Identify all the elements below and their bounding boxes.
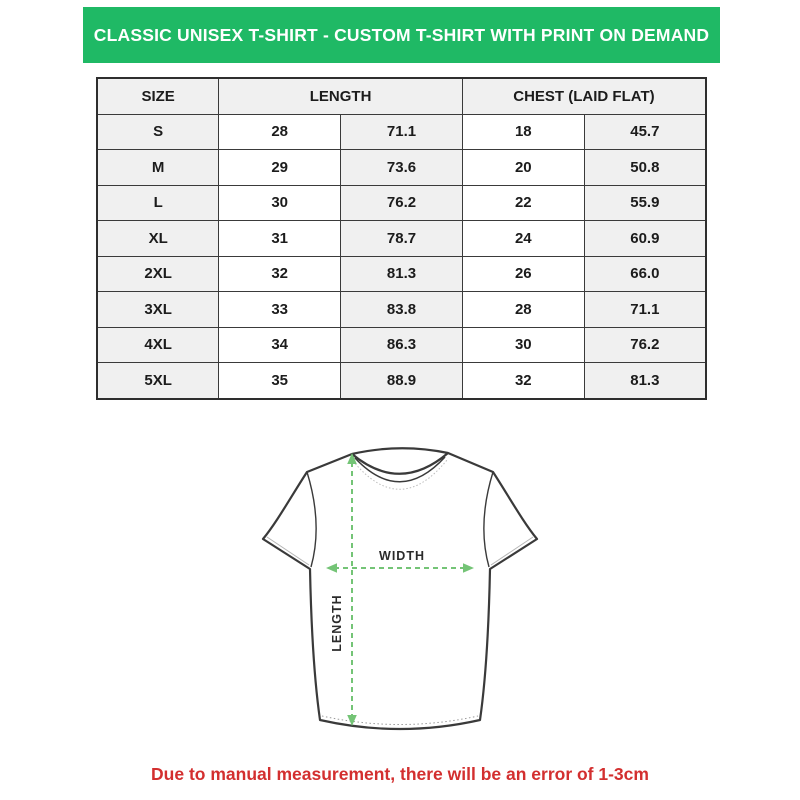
measurement-note-text: Due to manual measurement, there will be an error of 1-3cm [151, 764, 649, 784]
length-in-cell: 31 [219, 221, 341, 257]
size-cell: 4XL [97, 327, 219, 363]
chest-cm-cell: 60.9 [584, 221, 706, 257]
chest-in-cell: 28 [462, 292, 584, 328]
length-label: LENGTH [330, 594, 344, 652]
table-row [97, 114, 706, 150]
width-label: WIDTH [379, 549, 425, 563]
chest-in-cell: 30 [462, 327, 584, 363]
chest-cm-cell: 71.1 [584, 292, 706, 328]
table-row [97, 363, 706, 399]
length-cm-cell: 71.1 [341, 114, 463, 150]
length-cm-cell: 81.3 [341, 256, 463, 292]
chest-cm-cell: 81.3 [584, 363, 706, 399]
size-cell: M [97, 150, 219, 186]
title-banner [83, 7, 720, 63]
length-in-cell: 34 [219, 327, 341, 363]
size-cell: S [97, 114, 219, 150]
table-row [97, 150, 706, 186]
length-in-cell: 30 [219, 185, 341, 221]
length-cm-cell: 78.7 [341, 221, 463, 257]
tshirt-measurement-diagram [250, 438, 550, 748]
chest-in-cell: 32 [462, 363, 584, 399]
chest-in-cell: 18 [462, 114, 584, 150]
chest-cm-cell: 66.0 [584, 256, 706, 292]
header-chest: CHEST (LAID FLAT) [462, 78, 706, 114]
measurement-note [0, 764, 800, 785]
chest-in-cell: 20 [462, 150, 584, 186]
size-cell: L [97, 185, 219, 221]
size-cell: XL [97, 221, 219, 257]
size-cell: 2XL [97, 256, 219, 292]
length-in-cell: 35 [219, 363, 341, 399]
chest-in-cell: 26 [462, 256, 584, 292]
length-cm-cell: 88.9 [341, 363, 463, 399]
table-header-row [97, 78, 706, 114]
table-row [97, 292, 706, 328]
length-in-cell: 28 [219, 114, 341, 150]
size-cell: 5XL [97, 363, 219, 399]
chest-cm-cell: 50.8 [584, 150, 706, 186]
chest-in-cell: 24 [462, 221, 584, 257]
length-cm-cell: 76.2 [341, 185, 463, 221]
chest-in-cell: 22 [462, 185, 584, 221]
page-title: CLASSIC UNISEX T-SHIRT - CUSTOM T-SHIRT WITH PRINT ON DEMAND [93, 24, 710, 45]
size-chart-table [96, 77, 707, 400]
table-row [97, 327, 706, 363]
length-in-cell: 29 [219, 150, 341, 186]
table-row [97, 221, 706, 257]
header-length: LENGTH [219, 78, 463, 114]
tshirt-outline [263, 448, 537, 729]
chest-cm-cell: 55.9 [584, 185, 706, 221]
length-cm-cell: 86.3 [341, 327, 463, 363]
length-in-cell: 33 [219, 292, 341, 328]
table-row [97, 185, 706, 221]
chest-cm-cell: 76.2 [584, 327, 706, 363]
length-cm-cell: 73.6 [341, 150, 463, 186]
chest-cm-cell: 45.7 [584, 114, 706, 150]
length-cm-cell: 83.8 [341, 292, 463, 328]
table-row [97, 256, 706, 292]
length-in-cell: 32 [219, 256, 341, 292]
header-size: SIZE [97, 78, 219, 114]
size-cell: 3XL [97, 292, 219, 328]
